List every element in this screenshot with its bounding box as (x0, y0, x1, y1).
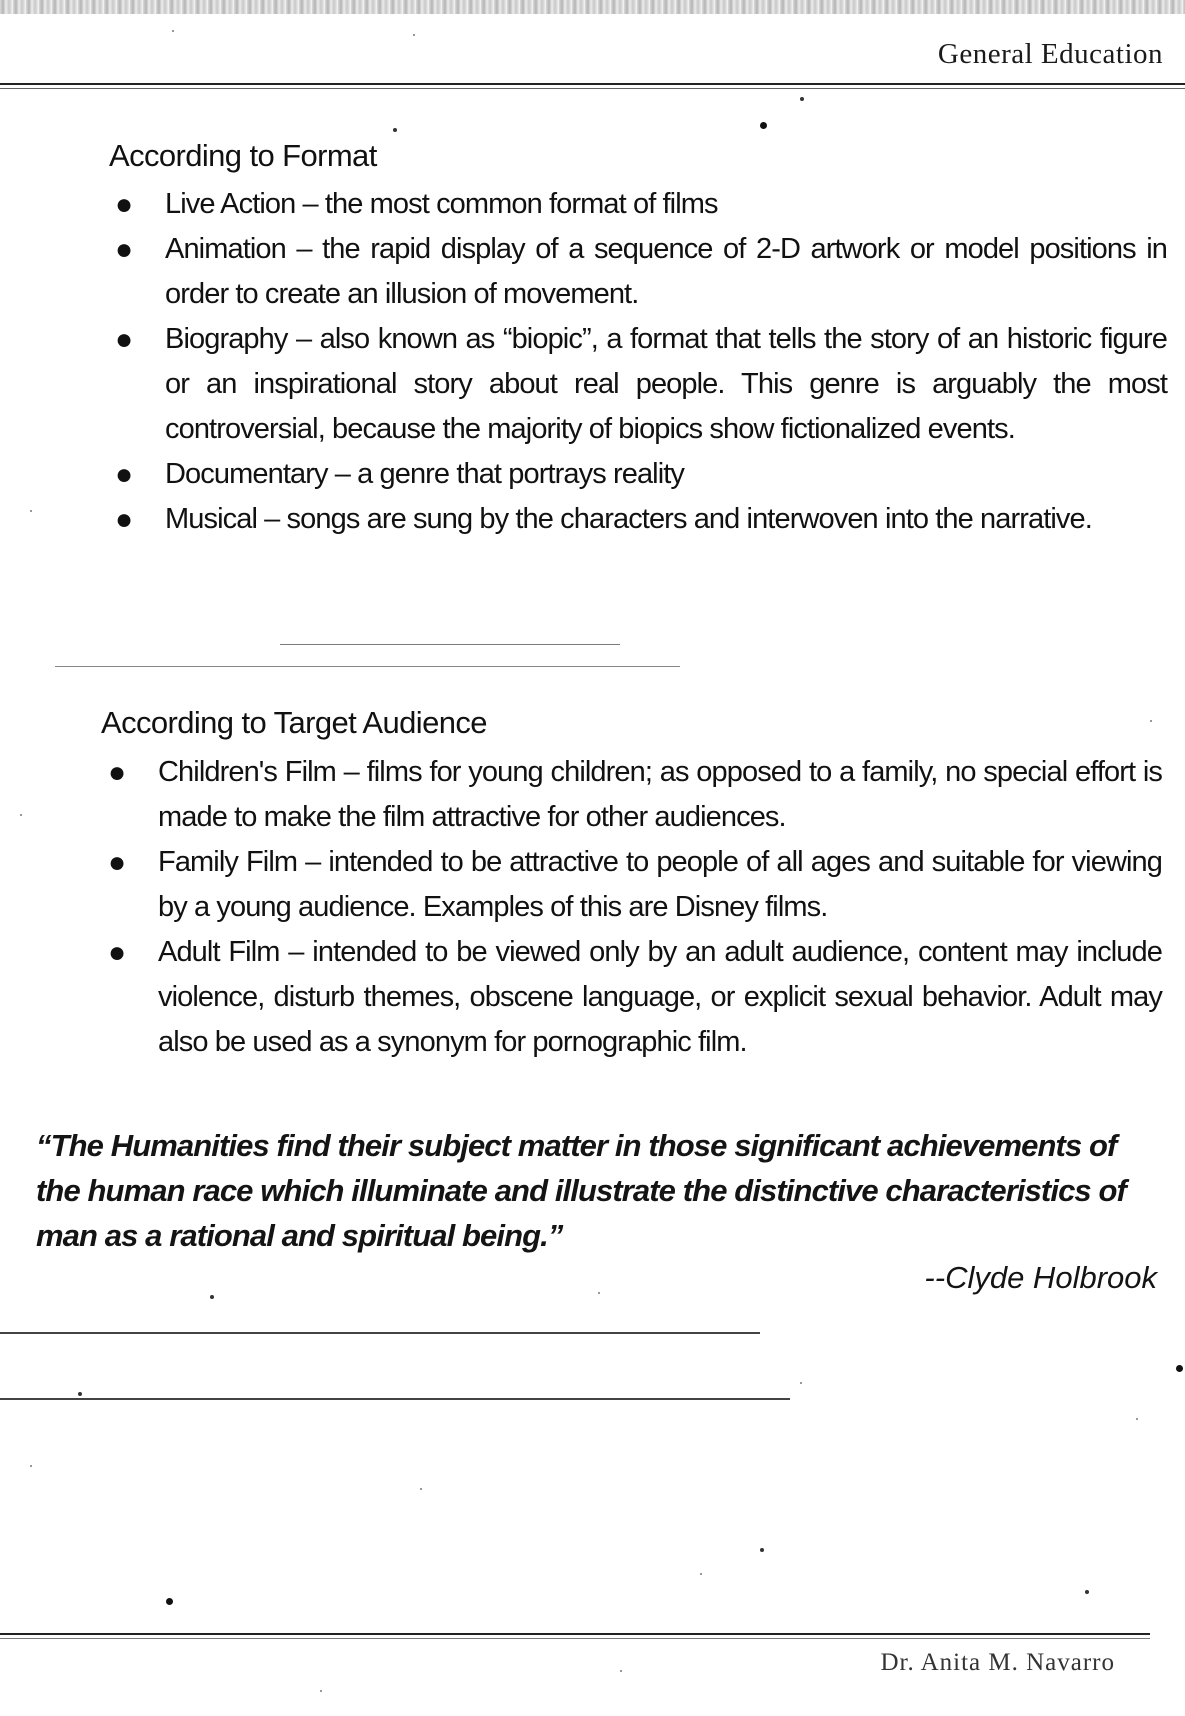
scan-speck (30, 510, 32, 512)
list-item-term: Musical (165, 503, 257, 535)
bullet-icon: ● (108, 936, 126, 969)
list-item-text: – intended to be attractive to people of all ages and suitable for viewing by a young audience. Examples of this are Disney films. (158, 846, 1162, 923)
section-divider (55, 666, 680, 667)
bullet-icon: ● (115, 233, 133, 266)
section-title-format: According to Format (109, 138, 377, 173)
list-item-term: Children's Film (158, 756, 336, 788)
scan-speck (1085, 1590, 1089, 1594)
scan-speck (800, 1382, 802, 1384)
list-item (107, 182, 1167, 227)
list-item-text: – films for young children; as opposed to a family, no special effort is made to make the film attractive for other audiences. (158, 756, 1162, 833)
list-item-text: – also known as “biopic”, a format that tells the story of an historic figure or an inspirational story about real people. This genre is arguably the most controversial, because the majority of biopics show fictionalized events. (165, 323, 1167, 445)
footer-rule (0, 1633, 1150, 1635)
bullet-icon: ● (115, 503, 133, 536)
list-item-text: – the most common format of films (295, 188, 718, 220)
scan-speck (30, 1465, 32, 1467)
list-item-text: – a genre that portrays reality (327, 458, 685, 490)
bullet-icon: ● (115, 458, 133, 491)
scan-speck (620, 1670, 622, 1672)
quote-text: “The Humanities find their subject matter in those significant achievements of the human race which illuminate and illustrate the distinctive characteristics of man as a rational and spiritual being.” (36, 1128, 1126, 1253)
running-header: General Education (937, 38, 1163, 70)
scan-speck (320, 1690, 322, 1692)
footer-author: Dr. Anita M. Navarro (880, 1649, 1115, 1676)
quote-rule-bottom (0, 1398, 790, 1400)
list-item-term: Documentary (165, 458, 328, 490)
scan-speck (760, 122, 767, 129)
list-item-term: Animation (165, 233, 286, 265)
format-list (107, 182, 1167, 542)
scan-speck (393, 128, 397, 132)
quote-attribution: --Clyde Holbrook (924, 1260, 1157, 1295)
scan-speck (420, 1488, 422, 1490)
list-item-text: – intended to be viewed only by an adult audience, content may include violence, disturb themes, obscene language, or explicit sexual behavior. Adult may also be used as a synonym for pornographic film. (158, 936, 1162, 1058)
scan-speck (700, 1573, 702, 1575)
header-rule-thin (0, 88, 1185, 89)
list-item-term: Family Film (158, 846, 298, 878)
section-divider-short (280, 644, 620, 645)
scan-speck (20, 814, 22, 816)
scan-border-top (0, 0, 1185, 14)
scan-speck (413, 34, 415, 36)
scan-speck (598, 1292, 600, 1294)
scan-speck (760, 1548, 764, 1552)
list-item (100, 750, 1162, 840)
list-item-term: Biography (165, 323, 288, 355)
scan-speck (210, 1295, 214, 1299)
scan-speck (1176, 1365, 1183, 1372)
list-item-term: Adult Film (158, 936, 280, 968)
bullet-icon: ● (108, 846, 126, 879)
list-item-text: – the rapid display of a sequence of 2-D artwork or model positions in order to create an illusion of movement. (165, 233, 1167, 310)
header-rule (0, 83, 1185, 85)
list-item (107, 452, 1167, 497)
scan-speck (172, 30, 174, 32)
audience-list (100, 750, 1162, 1065)
scan-speck (800, 97, 804, 101)
list-item (107, 227, 1167, 317)
footer-rule-thin (0, 1638, 1150, 1639)
list-item (100, 840, 1162, 930)
list-item (100, 930, 1162, 1065)
scan-speck (166, 1598, 173, 1605)
bullet-icon: ● (115, 323, 133, 356)
scan-speck (1150, 720, 1152, 722)
bullet-icon: ● (108, 756, 126, 789)
scan-speck (1136, 1418, 1138, 1420)
list-item-text: – songs are sung by the characters and interwoven into the narrative. (257, 503, 1092, 535)
bullet-icon: ● (115, 188, 133, 221)
scan-speck (78, 1392, 82, 1396)
list-item (107, 317, 1167, 452)
list-item (107, 497, 1167, 542)
list-item-term: Live Action (165, 188, 296, 220)
quote-rule-top (0, 1332, 760, 1334)
section-title-audience: According to Target Audience (101, 705, 487, 740)
